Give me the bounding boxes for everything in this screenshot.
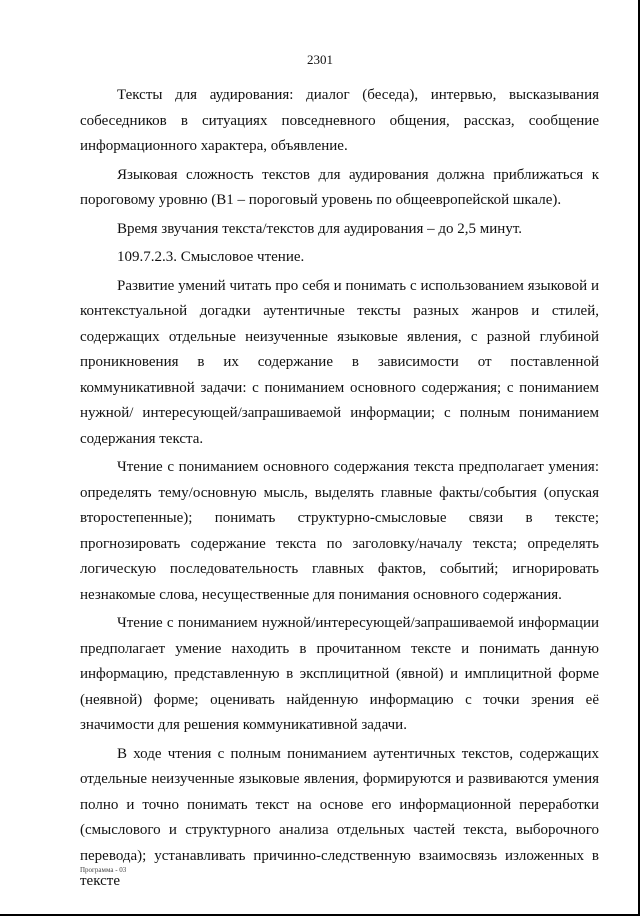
paragraph-main-content-reading: Чтение с пониманием основного содержания текста предполагает умения: определять тему/основную мысль, выделять главные факты/события (опуская второстепенные); понимать структурно-смысловые связи в тексте; прогнозировать содержание текста по заголовку/началу текста; определять логическую последовательность главных фактов, событий; игнорировать незнакомые слова, несущественные для понимания основного содержания.: [80, 459, 599, 603]
paragraph-listening-texts: Тексты для аудирования: диалог (беседа), интервью, высказывания собеседников в ситуациях повседневного общения, рассказ, сообщение информационного характера, объявление.: [80, 87, 599, 154]
paragraph-listening-complexity: Языковая сложность текстов для аудирования должна приближаться к пороговому уровню (B1 – пороговый уровень по общеевропейской шкале).: [80, 166, 599, 208]
paragraph-full-comprehension-reading: В ходе чтения с полным пониманием аутентичных текстов, содержащих отдельные неизученные языковые явления, формируются и развиваются умения полно и точно понимать текст на основе его информационной переработки (смыслового и структурного анализа отдельных частей текста, выборочного перевода); устанавливать причинно-следственную взаимосвязь изложенных в тексте: [80, 745, 599, 889]
document-body: [80, 83, 599, 895]
footer-label: Программа - 03: [80, 866, 127, 874]
paragraph-listening-duration: Время звучания текста/текстов для аудирования – до 2,5 минут.: [117, 220, 523, 237]
paragraph-specific-info-reading: Чтение с пониманием нужной/интересующей/запрашиваемой информации предполагает умение находить в прочитанном тексте и понимать данную информацию, представленную в эксплицитной (явной) и имплицитной форме (неявной) форме; оценивать найденную информацию с точки зрения её значимости для решения коммуникативной задачи.: [80, 615, 599, 733]
paragraph-reading-skills: Развитие умений читать про себя и понимать с использованием языковой и контекстуальной догадки аутентичные тексты разных жанров и стилей, содержащих отдельные неизученные языковые явления, с разной глубиной проникновения в их содержание в зависимости от поставленной коммуникативной задачи: с пониманием основного содержания; с пониманием нужной/ интересующей/запрашиваемой информации; с полным пониманием содержания текста.: [80, 277, 599, 447]
page-number: 2301: [307, 52, 333, 67]
section-heading-reading: 109.7.2.3. Смысловое чтение.: [117, 249, 305, 265]
